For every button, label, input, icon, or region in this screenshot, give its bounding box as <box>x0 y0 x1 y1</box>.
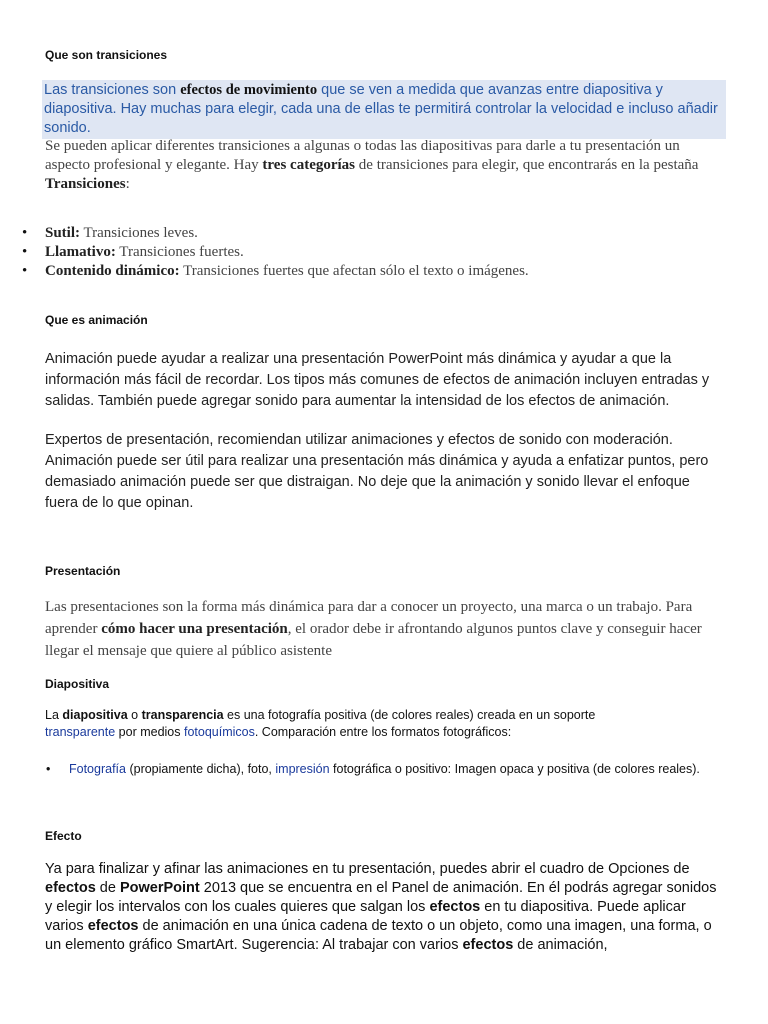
paragraph-bold: cómo hacer una presentación <box>101 621 288 637</box>
animacion-paragraph-1: Animación puede ayudar a realizar una presentación PowerPoint más dinámica y ayudar a que la información más fácil de recordar. Los tipos más comunes de efectos de animación incluyen entradas y salidas. También puede agregar sonido para aumentar la intensidad de los efectos de animación. <box>45 351 710 409</box>
presentacion-paragraph <box>45 596 725 662</box>
bullet-icon: • <box>22 225 28 241</box>
section-heading-efecto: Efecto <box>45 829 82 843</box>
bullet-label: Llamativo: <box>45 244 116 260</box>
paragraph-bold: PowerPoint <box>119 880 200 896</box>
bullet-icon: • <box>46 762 51 776</box>
link-fotografia[interactable]: Fotografía <box>69 762 126 776</box>
paragraph-bold: efectos <box>429 899 481 915</box>
paragraph-bold: efectos <box>87 918 139 934</box>
list-item <box>22 243 725 262</box>
paragraph-text: de animación en una única cadena de texto o un objeto, como una imagen, una forma, o un elemento gráfico SmartArt. Sugerencia: Al trabajar con varios <box>45 918 712 953</box>
highlight-bold: efectos de movimiento <box>180 82 318 98</box>
link-impresion[interactable]: impresión <box>275 762 330 776</box>
bullet-text: Transiciones fuertes que afectan sólo el texto o imágenes. <box>179 263 529 279</box>
paragraph-text: . Comparación entre los formatos fotográficos: <box>254 725 512 739</box>
bullet-text: Transiciones fuertes. <box>115 244 244 260</box>
paragraph-text: de transiciones para elegir, que encontrarás en la pestaña <box>355 157 699 173</box>
link-transparente[interactable]: transparente <box>45 725 116 739</box>
list-item <box>22 262 725 281</box>
paragraph-bold: tres categorías <box>262 157 356 173</box>
list-item <box>22 224 725 243</box>
paragraph-text: de <box>95 880 120 896</box>
bullet-text: fotográfica o positivo: Imagen opaca y positiva (de colores reales). <box>329 762 700 776</box>
paragraph-bold: diapositiva <box>62 708 128 722</box>
list-item <box>46 761 719 778</box>
paragraph-bold: efectos <box>45 880 96 896</box>
paragraph-text: Se pueden aplicar diferentes transiciones a algunas o todas las diapositivas para darle a tu presentación un aspecto profesional y elegante. Hay <box>45 138 680 173</box>
bullet-text: Transiciones leves. <box>80 225 198 241</box>
paragraph-text: Ya para finalizar y afinar las animaciones en tu presentación, puedes abrir el cuadro de Opciones de <box>45 861 690 877</box>
bullet-text: (propiamente dicha), foto, <box>125 762 276 776</box>
section-heading-animacion: Que es animación <box>45 313 148 327</box>
section-heading-transiciones: Que son transiciones <box>45 48 168 62</box>
transiciones-bullet-list <box>22 224 725 281</box>
section-heading-presentacion: Presentación <box>45 564 121 578</box>
paragraph-bold: transparencia <box>141 708 224 722</box>
animacion-paragraph-2: Expertos de presentación, recomiendan utilizar animaciones y efectos de sonido con moderación. Animación puede ser útil para realizar una presentación más dinámica y ayuda a enfatizar puntos, pero demasiado animación puede ser que distraigan. No deje que la animación y sonido llevar el enfoque fuera de lo que opinan. <box>45 432 709 511</box>
diapositiva-bullet-list <box>46 761 719 778</box>
paragraph-text: de animación, <box>513 937 608 953</box>
paragraph-text: : <box>125 176 130 192</box>
paragraph-text: Las presentaciones son la forma más dinámica para dar a conocer un proyecto, una marca o un trabajo. Para aprender <box>45 599 693 637</box>
bullet-icon: • <box>22 263 28 279</box>
paragraph-text: La <box>45 708 63 722</box>
paragraph-text: , el orador debe ir afrontando algunos puntos clave y conseguir hacer llegar el mensaje que quiere al público asistente <box>45 621 702 659</box>
highlight-text: Las transiciones son <box>44 82 181 98</box>
paragraph-text: en tu diapositiva. Puede aplicar varios <box>45 899 686 934</box>
paragraph-text: por medios <box>115 725 184 739</box>
section-heading-diapositiva: Diapositiva <box>45 677 110 691</box>
paragraph-text: es una fotografía positiva (de colores reales) creada en un soporte <box>223 708 596 722</box>
bullet-label: Sutil: <box>45 225 81 241</box>
efecto-paragraph <box>45 860 725 955</box>
highlight-text: que se ven a medida que avanzas entre diapositiva y diapositiva. Hay muchas para elegir, cada una de ellas te permitirá controlar la velocidad e incluso añadir sonido. <box>44 82 718 136</box>
highlighted-definition <box>42 80 726 139</box>
paragraph-text: 2013 que se encuentra en el Panel de animación. En él podrás agregar sonidos y elegir los intervalos con los cuales quieres que salgan los <box>45 880 717 915</box>
diapositiva-paragraph <box>45 707 605 741</box>
paragraph-bold: Transiciones <box>45 176 126 192</box>
paragraph-text: o <box>127 708 142 722</box>
bullet-icon: • <box>22 244 28 260</box>
bullet-label: Contenido dinámico: <box>45 263 180 279</box>
paragraph-bold: efectos <box>462 937 514 953</box>
transiciones-paragraph <box>45 137 725 194</box>
link-fotoquimicos[interactable]: fotoquímicos <box>183 725 255 739</box>
